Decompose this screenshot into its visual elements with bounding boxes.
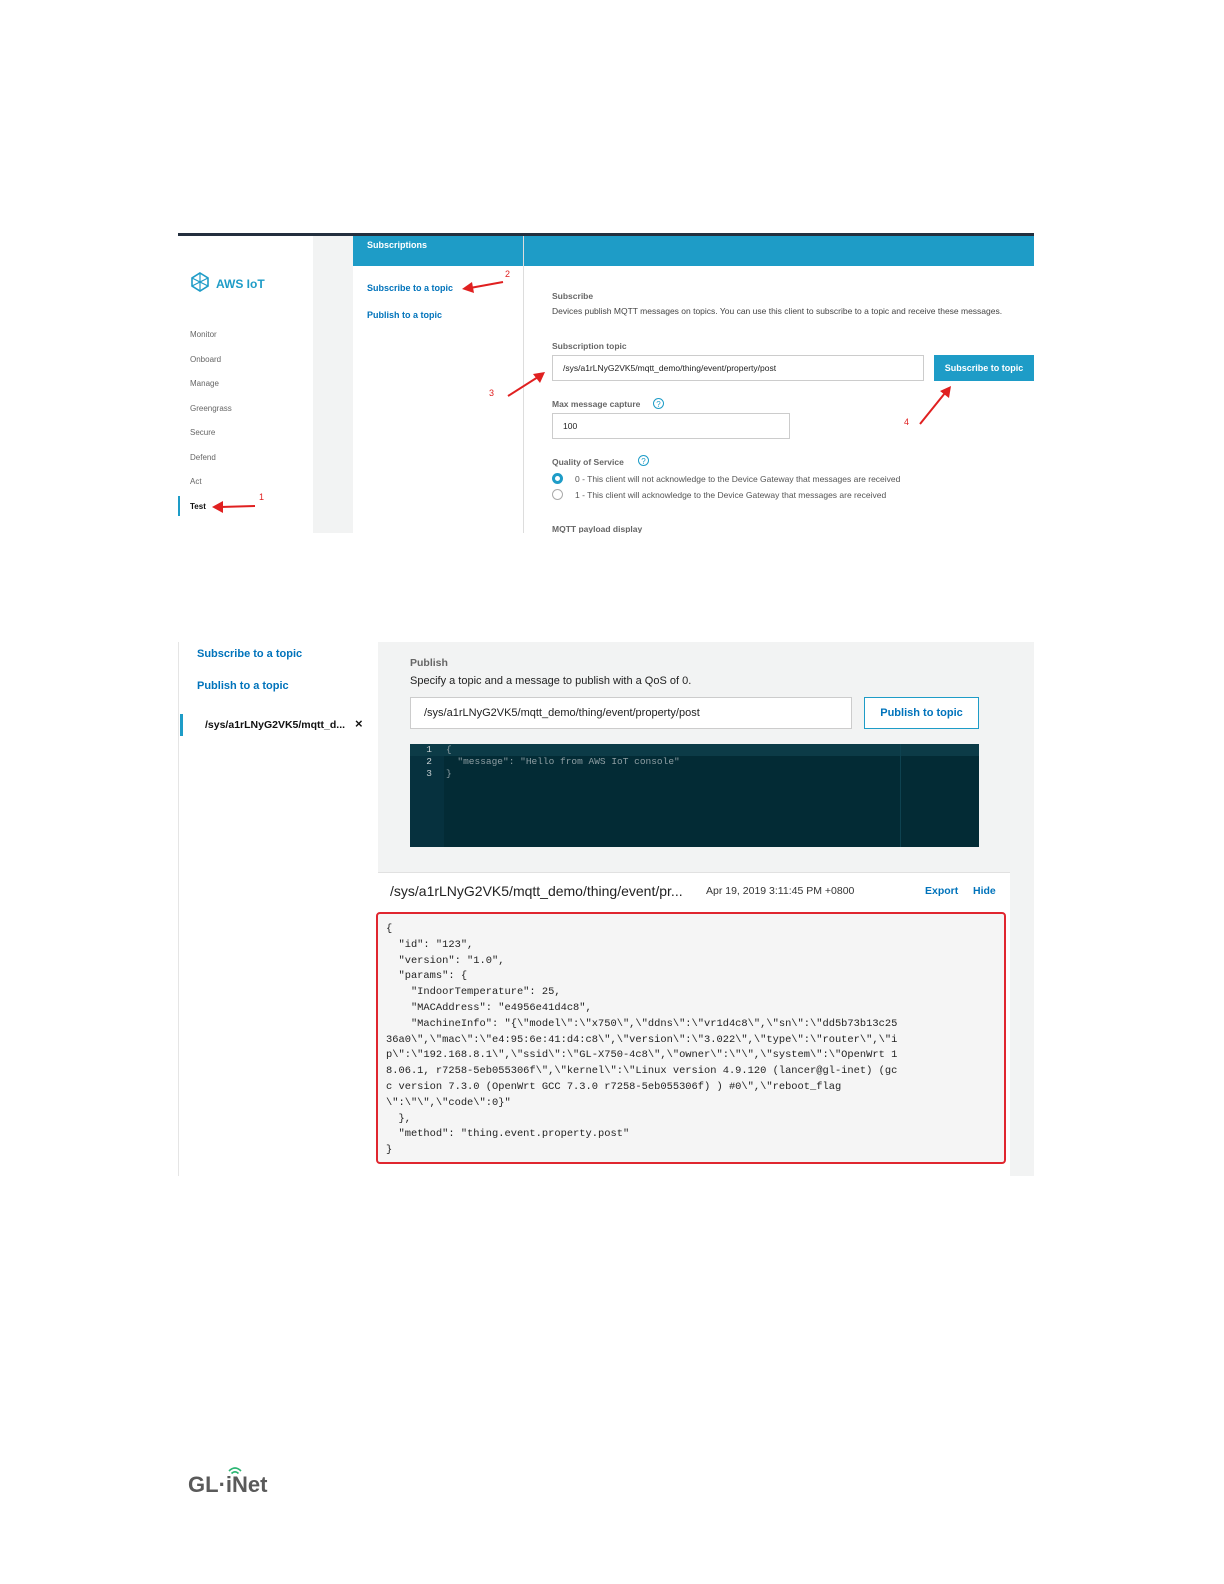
payload-line: "MACAddress": "e4956e41d4c8", bbox=[386, 1002, 592, 1014]
close-icon[interactable]: × bbox=[355, 716, 363, 731]
code-line: { bbox=[446, 744, 452, 755]
subscribe-description: Devices publish MQTT messages on topics. You can use this client to subscribe to a topic and receive these messages. bbox=[552, 306, 1003, 316]
arrow-1-icon bbox=[220, 506, 255, 507]
publish-topic-input[interactable]: /sys/a1rLNyG2VK5/mqtt_demo/thing/event/property/post bbox=[410, 697, 852, 729]
subscribe-to-topic-link[interactable]: Subscribe to a topic bbox=[197, 648, 303, 660]
message-payload-box bbox=[376, 912, 1006, 1164]
nav-item-onboard[interactable]: Onboard bbox=[190, 355, 222, 364]
nav-item-secure[interactable]: Secure bbox=[190, 428, 216, 437]
subscribe-to-topic-link[interactable]: Subscribe to a topic bbox=[367, 283, 454, 293]
arrow-2-icon bbox=[470, 282, 503, 288]
arrow-4-icon bbox=[920, 393, 945, 424]
subscription-item[interactable]: /sys/a1rLNyG2VK5/mqtt_d... bbox=[205, 719, 346, 731]
payload-line: } bbox=[386, 1144, 393, 1157]
payload-line: \":\"\",\"code\":0}" bbox=[386, 1096, 511, 1109]
arrow-3-icon bbox=[508, 377, 538, 396]
qos-0-label: 0 - This client will not acknowledge to the Device Gateway that messages are received bbox=[575, 474, 901, 484]
logo-dot: · bbox=[218, 1472, 226, 1497]
subscriptions-header: Subscriptions bbox=[353, 236, 523, 266]
payload-line: "id": "123", bbox=[386, 938, 474, 951]
publish-to-topic-link[interactable]: Publish to a topic bbox=[367, 310, 443, 320]
nav-item-monitor[interactable]: Monitor bbox=[190, 330, 217, 339]
publish-description: Specify a topic and a message to publish with a QoS of 0. bbox=[410, 675, 692, 687]
subscribe-heading: Subscribe bbox=[552, 291, 594, 301]
subscription-topic-input[interactable]: /sys/a1rLNyG2VK5/mqtt_demo/thing/event/property/post bbox=[552, 355, 924, 381]
code-line: "message": "Hello from AWS IoT console" bbox=[446, 756, 680, 767]
payload-line: 8.06.1, r7258-5eb055306f\",\"kernel\":\"Linux version 4.9.120 (lancer@gl-inet) (gc bbox=[386, 1065, 898, 1078]
annotation-2: 2 bbox=[505, 269, 511, 279]
help-icon[interactable]: ? bbox=[638, 455, 649, 466]
code-line: } bbox=[446, 768, 452, 779]
payload-editor[interactable] bbox=[410, 744, 979, 847]
logo-inet: iNet bbox=[225, 1472, 268, 1497]
max-message-capture-label: Max message capture bbox=[552, 399, 641, 409]
annotation-arrows bbox=[178, 236, 1034, 533]
line-number: 2 bbox=[426, 756, 432, 767]
nav-item-defend[interactable]: Defend bbox=[190, 453, 216, 462]
payload-line: "params": { bbox=[386, 970, 468, 983]
annotation-4: 4 bbox=[904, 417, 910, 427]
message-topic: /sys/a1rLNyG2VK5/mqtt_demo/thing/event/pr... bbox=[390, 883, 683, 899]
test-subnav bbox=[178, 642, 379, 1176]
payload-line: 36a0\",\"mac\":\"e4:95:6e:41:d4:c8\",\"version\":\"3.022\",\"type\":\"router\",\"i bbox=[386, 1033, 898, 1046]
nav-item-test[interactable]: Test bbox=[190, 502, 206, 511]
payload-line: "version": "1.0", bbox=[386, 954, 505, 967]
payload-line: { bbox=[386, 923, 393, 935]
qos-1-label: 1 - This client will acknowledge to the Device Gateway that messages are received bbox=[575, 490, 887, 500]
subscription-topic-label: Subscription topic bbox=[552, 341, 627, 351]
active-line-highlight bbox=[410, 744, 979, 756]
payload-line: c version 7.3.0 (OpenWrt GCC 7.3.0 r7258-5eb055306f) ) #0\",\"reboot_flag bbox=[386, 1081, 842, 1093]
qos-label: Quality of Service bbox=[552, 457, 624, 467]
help-icon[interactable]: ? bbox=[653, 398, 664, 409]
publish-to-topic-link[interactable]: Publish to a topic bbox=[197, 680, 289, 692]
subscribe-screenshot bbox=[178, 233, 1034, 533]
right-gutter bbox=[1010, 642, 1034, 1176]
hide-link[interactable]: Hide bbox=[973, 885, 996, 897]
annotation-1: 1 bbox=[259, 492, 265, 502]
payload-line: "IndoorTemperature": 25, bbox=[386, 986, 561, 999]
export-link[interactable]: Export bbox=[925, 885, 959, 897]
divider bbox=[378, 872, 1010, 873]
publish-screenshot bbox=[178, 642, 1034, 1176]
active-subscription-indicator bbox=[180, 714, 183, 736]
subscribe-to-topic-button[interactable]: Subscribe to topic bbox=[934, 355, 1034, 381]
brand-name: AWS IoT bbox=[216, 277, 265, 291]
print-margin bbox=[900, 744, 901, 847]
annotation-3: 3 bbox=[489, 388, 495, 398]
line-number: 3 bbox=[426, 768, 432, 779]
payload-line: p\":\"192.168.8.1\",\"ssid\":\"GL-X750-4c8\",\"owner\":\"\",\"system\":\"OpenWrt 1 bbox=[386, 1049, 898, 1062]
payload-line: "method": "thing.event.property.post" bbox=[386, 1128, 630, 1141]
nav-item-greengrass[interactable]: Greengrass bbox=[190, 404, 232, 413]
max-message-capture-input[interactable]: 100 bbox=[552, 413, 790, 439]
nav-item-act[interactable]: Act bbox=[190, 477, 202, 486]
nav-item-manage[interactable]: Manage bbox=[190, 379, 219, 388]
logo-gl: GL bbox=[188, 1472, 219, 1497]
mqtt-payload-display-label: MQTT payload display bbox=[552, 524, 643, 533]
line-number: 1 bbox=[426, 744, 432, 755]
publish-heading: Publish bbox=[410, 657, 448, 669]
payload-line: }, bbox=[386, 1112, 411, 1125]
payload-line: "MachineInfo": "{\"model\":\"x750\",\"ddns\":\"vr1d4c8\",\"sn\":\"dd5b73b13c25 bbox=[386, 1017, 898, 1030]
message-timestamp: Apr 19, 2019 3:11:45 PM +0800 bbox=[706, 885, 855, 897]
publish-to-topic-button[interactable]: Publish to topic bbox=[864, 697, 979, 729]
